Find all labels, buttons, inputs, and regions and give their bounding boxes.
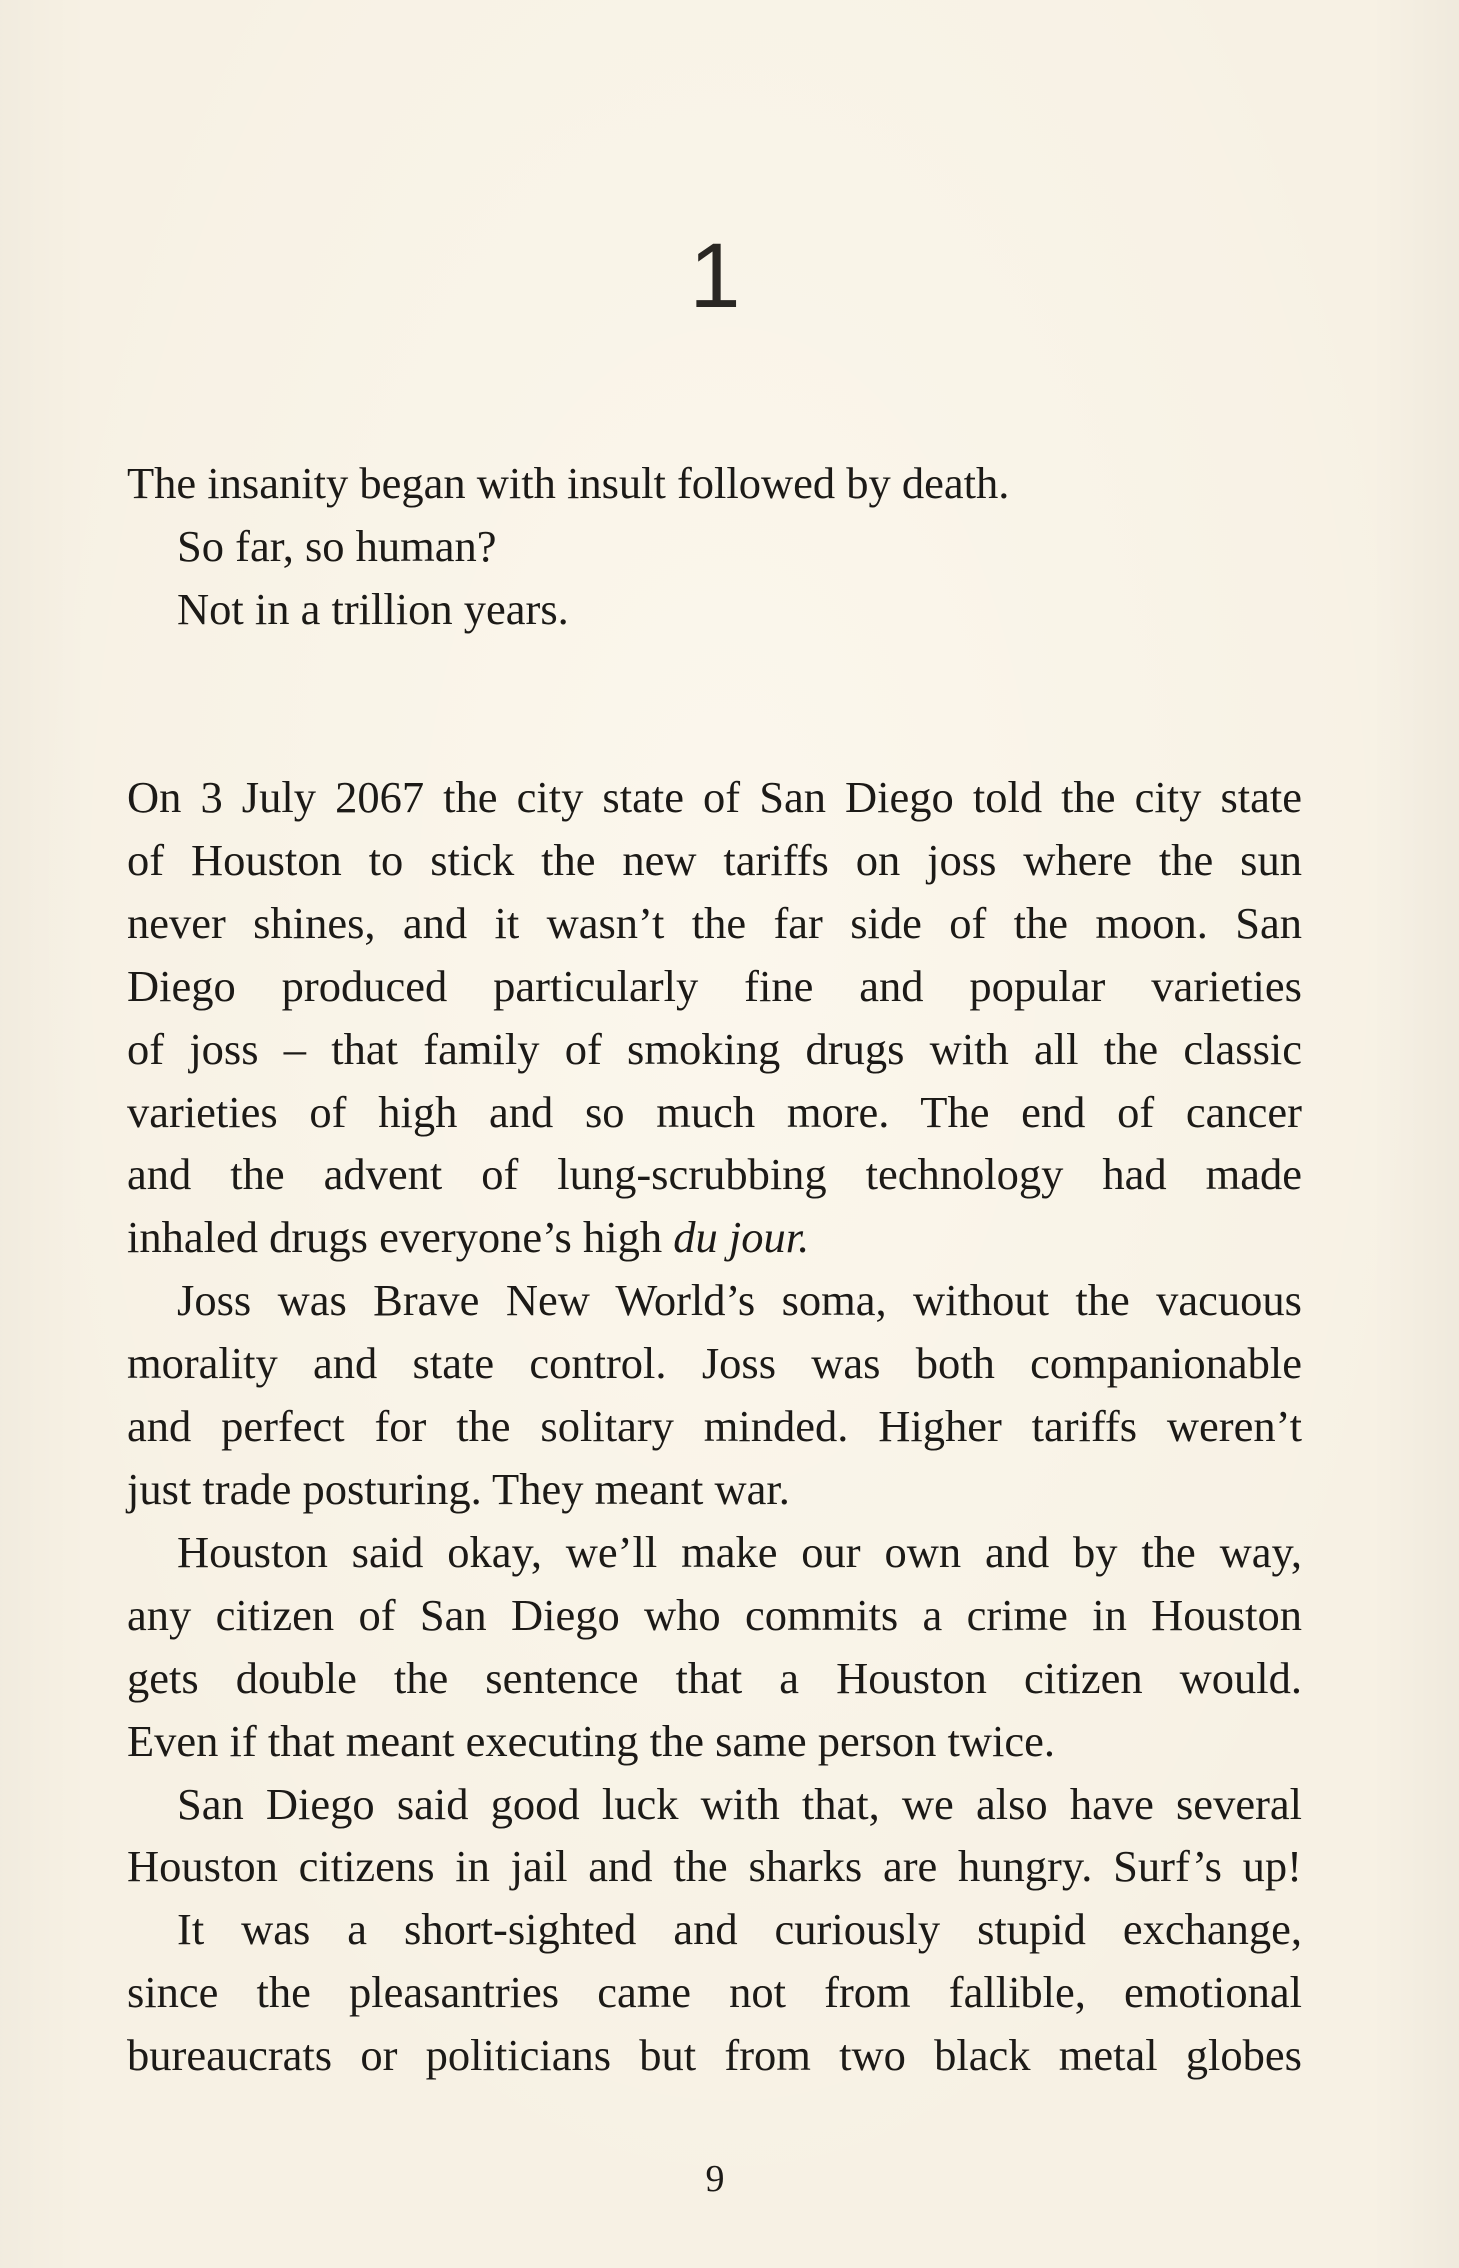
body-line: gets double the sentence that a Houston citizen would.	[127, 1652, 1302, 1703]
epigraph-line: Not in a trillion years.	[177, 583, 569, 634]
italic-phrase: du jour.	[673, 1212, 810, 1263]
page-number: 9	[705, 2158, 725, 2200]
body-line: varieties of high and so much more. The end of cancer	[127, 1086, 1302, 1137]
body-line: bureaucrats or politicians but from two black metal globes	[127, 2030, 1302, 2081]
body-line: Diego produced particularly fine and popular varieties	[127, 960, 1302, 1011]
body-line: It was a short-sighted and curiously stupid exchange,	[177, 1904, 1302, 1955]
body-line: Even if that meant executing the same person twice.	[127, 1715, 1055, 1766]
body-line: San Diego said good luck with that, we also have several	[177, 1778, 1302, 1829]
body-line: any citizen of San Diego who commits a crime in Houston	[127, 1589, 1302, 1640]
body-line: of joss – that family of smoking drugs with all the classic	[127, 1023, 1302, 1074]
body-line: of Houston to stick the new tariffs on joss where the sun	[127, 834, 1302, 885]
body-line: and the advent of lung-scrubbing technology had made	[127, 1149, 1302, 1200]
body-text	[127, 766, 1302, 2087]
body-line-text: inhaled drugs everyone’s high	[127, 1212, 663, 1263]
body-line: Joss was Brave New World’s soma, without the vacuous	[177, 1275, 1302, 1326]
epigraph	[127, 452, 1302, 641]
body-line: Houston said okay, we’ll make our own and by the way,	[177, 1526, 1302, 1577]
body-line: On 3 July 2067 the city state of San Diego told the city state	[127, 772, 1302, 822]
body-line	[127, 1206, 1302, 1269]
body-line: Houston citizens in jail and the sharks are hungry. Surf’s up!	[127, 1841, 1302, 1892]
epigraph-line: So far, so human?	[177, 520, 497, 571]
chapter-number: 1	[689, 225, 741, 327]
body-line: morality and state control. Joss was both companionable	[127, 1338, 1302, 1389]
epigraph-line: The insanity began with insult followed by death.	[127, 458, 1010, 508]
body-line: just trade posturing. They meant war.	[127, 1463, 790, 1514]
body-line: since the pleasantries came not from fallible, emotional	[127, 1967, 1302, 2018]
body-line: never shines, and it wasn’t the far side of the moon. San	[127, 897, 1302, 948]
body-line: and perfect for the solitary minded. Higher tariffs weren’t	[127, 1401, 1302, 1452]
